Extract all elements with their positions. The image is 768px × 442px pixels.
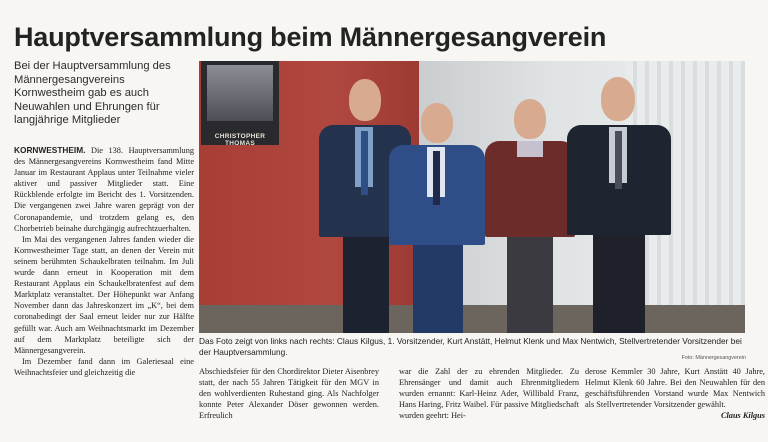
- wall-poster: [201, 61, 279, 145]
- person-legs: [507, 227, 553, 333]
- person-legs: [343, 229, 389, 333]
- person-tie: [615, 131, 622, 189]
- column-4-body: derose Kemmler 30 Jahre, Kurt Anstätt 40 Jahre, Helmut Klenk 60 Jahre. Bei den Neuwahlen für den geschäftsführenden Vorstand wurde Max Nentwich als Stellvertretender Vorsitzender gewählt.: [585, 367, 765, 410]
- poster-image: [207, 65, 273, 121]
- photo-credit: Foto: Männergesangverein: [681, 355, 746, 361]
- column-3-text: war die Zahl der zu ehrenden Mitglieder. Zu Ehrensänger und damit auch Ehrenmitgliedern wurden ernannt: Karl-Heinz Ader, Willibald Franz, Hans Haring, Fritz Waibel. Für passive Mitgliedschaft wurden geehrt: Hei-: [399, 367, 579, 421]
- paragraph-2: Im Mai des vergangenen Jahres fanden wieder die Kornwestheimer Tage statt, an denen der Verein mit seinem berühmten Schaukelbraten teilnahm. Im Juli wurde dann erneut in Kooperation mit dem Restaurant Applaus ein Schaukelbratenfest auf dem Marktplatz veranstaltet. Der Höhepunkt war Anfang November dann das Jahreskonzert im „K“, bei dem coronabedingt der Saal erneut leider nur zur Hälfte gefüllt war. Auch am Weihnachtsmarkt im Dezember auf dem Marktplatz beteiligte sich der Männergesangverein.: [14, 234, 194, 355]
- article-column-2: [199, 366, 379, 421]
- article-headline: Hauptversammlung beim Männergesangverein: [14, 22, 607, 52]
- paragraph-1-text: Die 138. Hauptversammlung des Männergesangvereins Kornwestheim fand Mitte Januar im Restaurant Applaus unter Teilnahme vieler aktiver und passiver Mitglieder statt. Eine Rückblende erfolgte im Bericht des 1. Vorsitzenden. Die vergangenen zwei Jahre waren geprägt von der Coronapandemie, und trotzdem gelang es, den Chorbetrieb beinahe durchgängig aufrechtzuerhalten.: [14, 146, 195, 233]
- person-legs: [593, 227, 645, 333]
- paragraph-3: Im Dezember fand dann im Galeriesaal eine Weihnachtsfeier und gleichzeitig die: [14, 356, 194, 377]
- poster-caption: CHRISTOPHER THOMAS: [214, 133, 266, 147]
- article-column-1: [14, 145, 194, 378]
- person-shirt: [517, 141, 543, 157]
- dateline: KORNWESTHEIM.: [14, 145, 86, 155]
- person-head: [349, 79, 381, 121]
- group-photo: [199, 61, 745, 333]
- paragraph-1: [14, 145, 194, 234]
- photo-caption: Das Foto zeigt von links nach rechts: Claus Kilgus, 1. Vorsitzender, Kurt Anstätt, Helmut Klenk und Max Nentwich, Stellvertretender Vorsitzender bei der Hauptversammlung.: [199, 336, 742, 357]
- column-2-text: Abschiedsfeier für den Chordirektor Dieter Aisenbrey statt, der nach 55 Jahren Tätigkeit für den MGV in den wohlverdienten Ruhestand ging. Als Nachfolger konnte Peter Alexander Döser gewonnen werden. Erfreulich: [199, 367, 379, 421]
- person-head: [421, 103, 453, 143]
- person-head: [601, 77, 635, 121]
- column-4-text: [585, 366, 765, 421]
- person-tie: [433, 151, 440, 205]
- article-column-4: [585, 366, 765, 421]
- person-max-nentwich: [563, 77, 675, 333]
- article-author: Claus Kilgus: [720, 411, 765, 421]
- person-head: [514, 99, 546, 139]
- article-column-3: [399, 366, 579, 421]
- article-subheadline: Bei der Hauptversammlung des Männergesangvereins Kornwestheim gab es auch Neuwahlen und Ehrungen für langjährige Mitglieder: [14, 60, 171, 127]
- person-kurt-anstaett: [387, 103, 487, 333]
- person-tie: [361, 131, 368, 195]
